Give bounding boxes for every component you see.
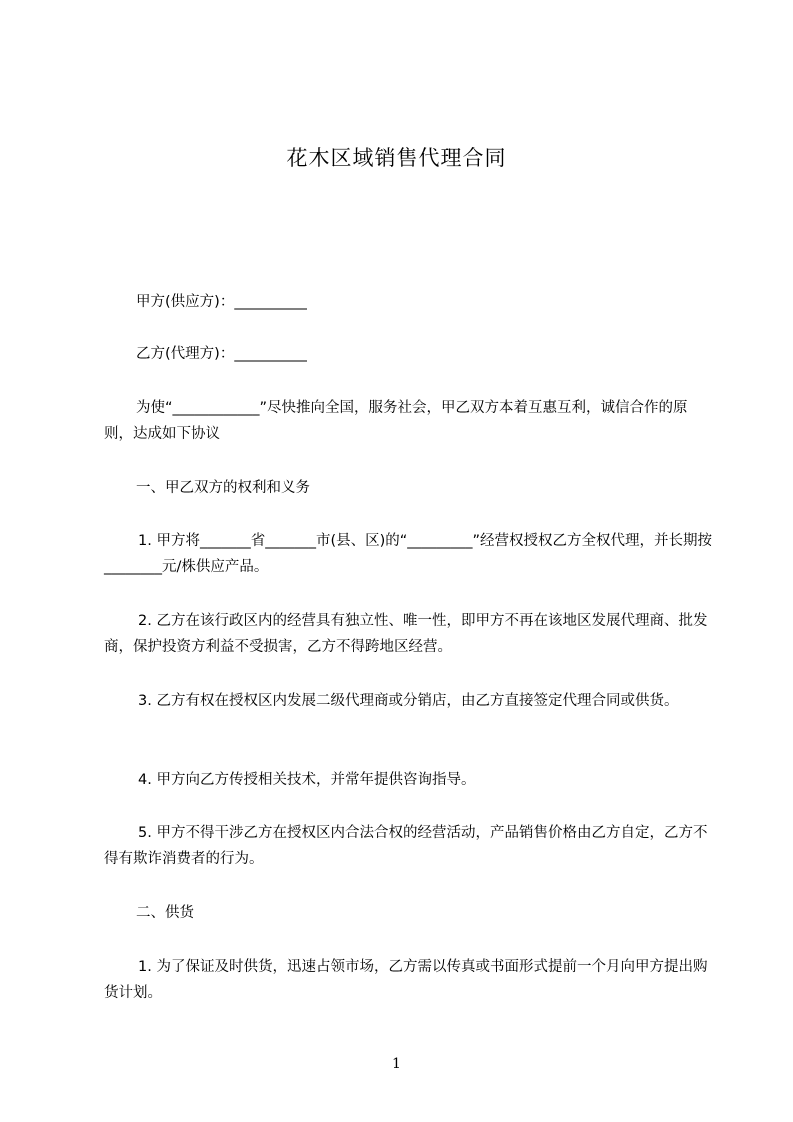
section1-item-2: 2. 乙方在该行政区内的经营具有独立性、唯一性，即甲方不再在该地区发展代理商、批发商，保护投资方利益不受损害，乙方不得跨地区经营。 (104, 613, 708, 655)
section1-item-1: 1. 甲方将_______省_______市(县、区)的“_________”经营权授权乙方全权代理，并长期按________元/株供应产品。 (104, 533, 713, 575)
section1-item-5: 5. 甲方不得干涉乙方在授权区内合法合权的经营活动，产品销售价格由乙方自定，乙方不得有欺诈消费者的行为。 (104, 825, 708, 867)
section1-item-3: 3. 乙方有权在授权区内发展二级代理商或分销店，由乙方直接签定代理合同或供货。 (138, 693, 679, 709)
section2-heading: 二、供货 (136, 905, 194, 921)
section2-item-1: 1. 为了保证及时供货，迅速占领市场，乙方需以传真或书面形式提前一个月向甲方提出购货计划。 (104, 959, 708, 1001)
party-a-line: 甲方(供应方)：__________ (136, 294, 307, 310)
page-number: 1 (392, 1056, 401, 1072)
intro-paragraph: 为使“____________”尽快推向全国，服务社会，甲乙双方本着互惠互利，诚信合作的原则，达成如下协议 (104, 400, 688, 442)
party-b-line: 乙方(代理方)：__________ (136, 346, 307, 362)
section1-item-4: 4. 甲方向乙方传授相关技术，并常年提供咨询指导。 (138, 772, 476, 788)
document-title: 花木区域销售代理合同 (286, 146, 507, 170)
section1-heading: 一、甲乙双方的权利和义务 (136, 480, 310, 496)
